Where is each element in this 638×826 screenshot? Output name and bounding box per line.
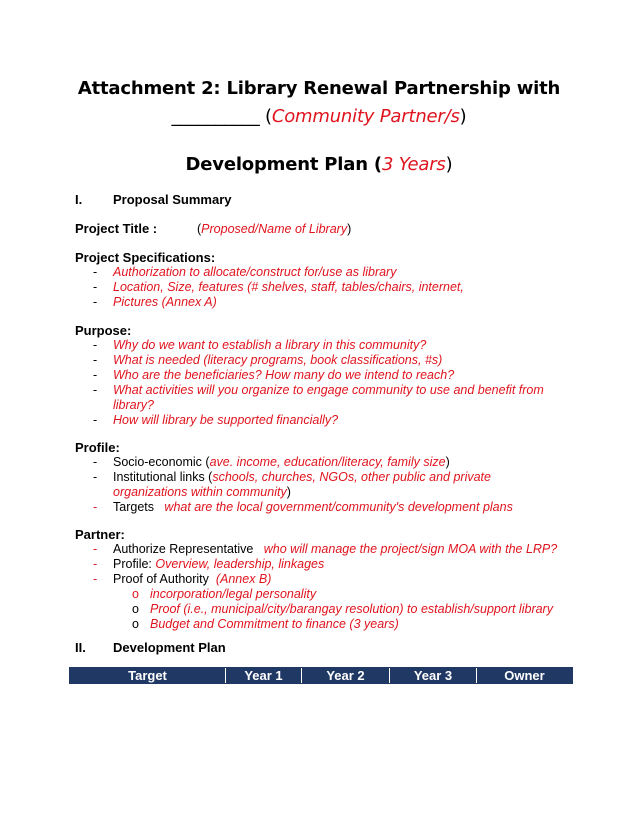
list-item: How will library be supported financially? (113, 413, 339, 427)
development-plan-table-header (69, 667, 573, 684)
proof-of-authority-item: Proof of Authority (Annex B) (113, 572, 272, 586)
specs-label: Project Specifications: (75, 250, 216, 265)
socio-economic-item: Socio-economic (ave. income, education/literacy, family size) (113, 455, 450, 469)
list-item: What is needed (literacy programs, book classifications, #s) (113, 353, 443, 367)
authorize-representative-item: Authorize Representative who will manage the project/sign MOA with the LRP? (113, 542, 558, 556)
column-header-year-3: Year 3 (390, 668, 477, 683)
partner-blank: __________ (171, 106, 260, 127)
column-header-year-1: Year 1 (226, 668, 302, 683)
institutional-links-continued: organizations within community) (113, 485, 291, 499)
partner-profile-item: Profile: Overview, leadership, linkages (113, 557, 325, 571)
sub-list-item: Proof (i.e., municipal/city/barangay resolution) to establish/support library (150, 602, 553, 616)
project-title-label: Project Title : (75, 221, 158, 236)
column-header-target: Target (70, 668, 226, 683)
list-item: Location, Size, features (# shelves, staff, tables/chairs, internet, (113, 280, 464, 294)
document-title: Attachment 2: Library Renewal Partnership with (77, 78, 561, 99)
partner-line: __________ (Community Partner/s) (171, 106, 467, 127)
list-item: What activities will you organize to engage community to use and benefit from (113, 383, 544, 397)
list-item: Authorization to allocate/construct for/use as library (113, 265, 397, 279)
purpose-label: Purpose: (75, 323, 132, 338)
community-partner: Community Partner/s (271, 106, 460, 127)
column-header-owner: Owner (504, 668, 545, 683)
list-item: Why do we want to establish a library in this community? (113, 338, 427, 352)
list-item: Pictures (Annex A) (113, 295, 217, 309)
section-2-heading: II. Development Plan (75, 640, 226, 655)
sub-list-item: Budget and Commitment to finance (3 years) (150, 617, 399, 631)
profile-label: Profile: (75, 440, 120, 455)
institutional-links-item: Institutional links (schools, churches, NGOs, other public and private (113, 470, 491, 484)
section-1-heading: I. Proposal Summary (75, 192, 232, 207)
targets-item: Targets what are the local government/community's development plans (113, 500, 513, 514)
list-item-continued: library? (113, 398, 154, 412)
project-title-value: (Proposed/Name of Library) (197, 222, 352, 236)
partner-label: Partner: (75, 527, 125, 542)
development-plan-heading: Development Plan (3 Years) (185, 154, 453, 175)
column-header-year-2: Year 2 (302, 668, 390, 683)
list-item: Who are the beneficiaries? How many do we intend to reach? (113, 368, 455, 382)
sub-list-item: incorporation/legal personality (150, 587, 317, 601)
